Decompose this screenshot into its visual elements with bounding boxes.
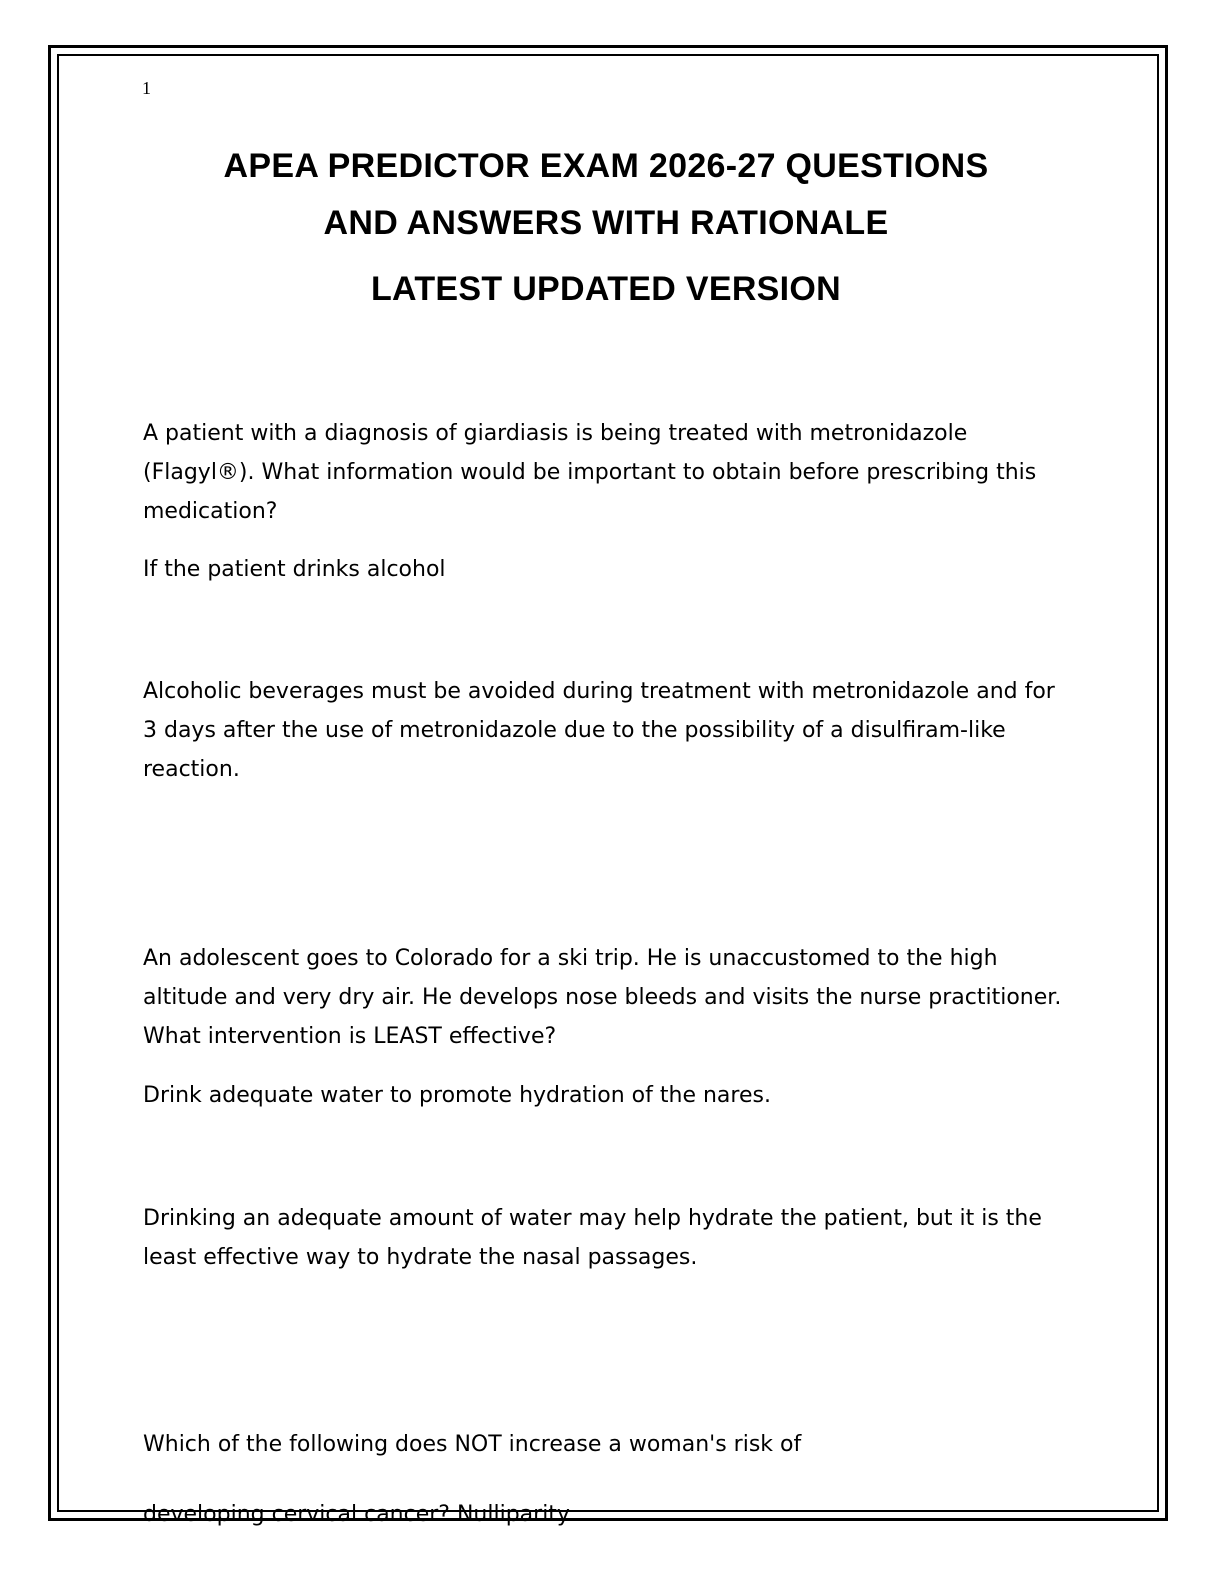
question-2-text: An adolescent goes to Colorado for a ski trip. He is unaccustomed to the high altitude and very dry air. He develops nose bleeds and visits the nurse practitioner. What intervention is LEAST effective? [143,946,1062,1049]
question-2-rationale: Drinking an adequate amount of water may help hydrate the patient, but it is the least effective way to hydrate the nasal passages. [143,1206,1042,1270]
question-2-answer: Drink adequate water to promote hydration of the nares. [143,1083,771,1108]
question-1-answer: If the patient drinks alcohol [143,557,446,582]
document-title-line-1: APEA PREDICTOR EXAM 2026-27 QUESTIONS [223,147,989,185]
page-bottom-overflow [60,1400,1158,1527]
question-3-text: Which of the following does NOT increase a woman's risk of [143,1432,802,1457]
question-1-text: A patient with a diagnosis of giardiasis is being treated with metronidazole (Flagyl®). What information would be important to obtain before prescribing this medication? [143,421,1037,524]
document-title-line-2: AND ANSWERS WITH RATIONALE [323,204,889,242]
document-title-line-3: LATEST UPDATED VERSION [370,270,842,308]
question-1-rationale: Alcoholic beverages must be avoided during treatment with metronidazole and for 3 days after the use of metronidazole due to the possibility of a disulfiram-like reaction. [143,679,1055,782]
question-3-continuation: developing cervical cancer? Nulliparity [143,1502,570,1527]
page-number: 1 [142,78,151,98]
